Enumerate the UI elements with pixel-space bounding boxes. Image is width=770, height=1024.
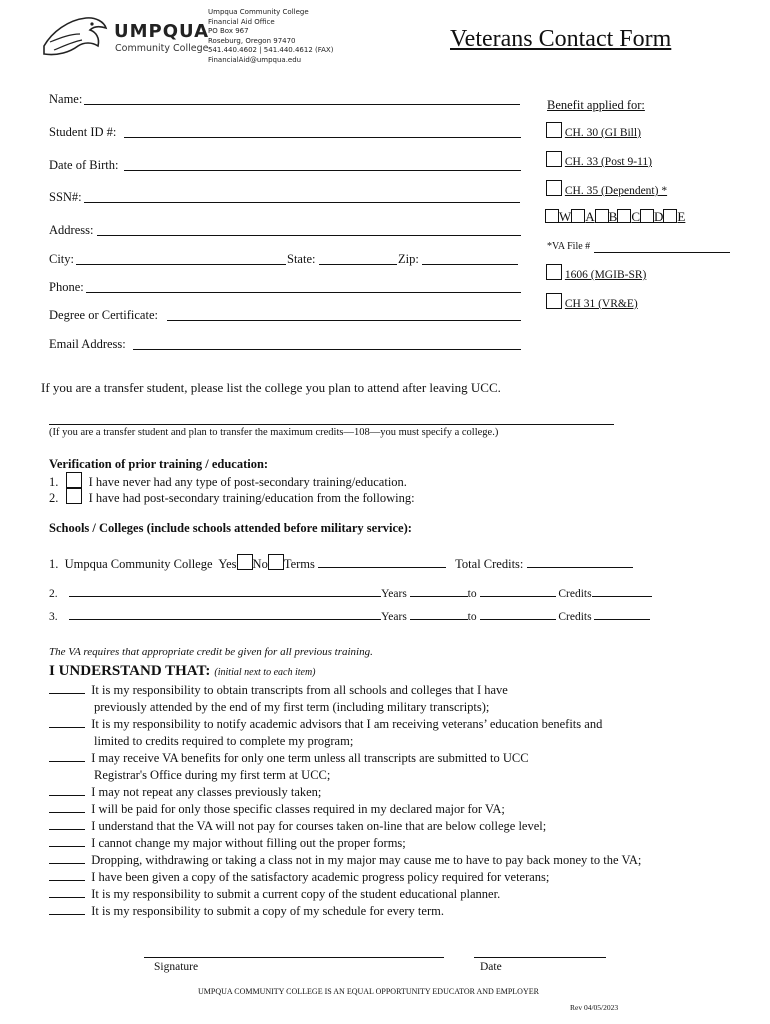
transfer-note: (If you are a transfer student and plan to transfer the maximum credits—108—you must specify a college.) bbox=[49, 427, 499, 438]
ack-item bbox=[49, 904, 444, 919]
total-credits-field[interactable] bbox=[527, 557, 633, 568]
ack-item bbox=[49, 785, 321, 800]
ch33-checkbox[interactable] bbox=[546, 151, 562, 167]
email-label: Email Address: bbox=[49, 337, 126, 351]
letter-d-checkbox[interactable] bbox=[640, 209, 654, 223]
year-to-field[interactable] bbox=[480, 609, 556, 620]
ack-text: It is my responsibility to submit a copy of my schedule for every term. bbox=[91, 904, 444, 918]
never-trained-checkbox[interactable] bbox=[66, 472, 82, 488]
va-note: The VA requires that appropriate credit be given for all previous training. bbox=[49, 646, 373, 658]
ack-text: I understand that the VA will not pay for courses taken on-line that are below college level; bbox=[91, 819, 547, 833]
understand-heading-row bbox=[49, 662, 316, 680]
student-id-field[interactable] bbox=[124, 137, 521, 138]
row-number: 1. bbox=[49, 557, 59, 571]
year-from-field[interactable] bbox=[410, 586, 468, 597]
credits-field[interactable] bbox=[594, 609, 650, 620]
transfer-question: If you are a transfer student, please list the college you plan to attend after leaving UCC. bbox=[41, 380, 501, 395]
ch35-checkbox[interactable] bbox=[546, 180, 562, 196]
eagle-icon bbox=[40, 12, 110, 62]
address-line: PO Box 967 bbox=[208, 27, 249, 35]
city-label: City: bbox=[49, 252, 75, 266]
yes-label: Yes bbox=[218, 557, 237, 571]
never-trained-label: I have never had any type of post-secondary training/education. bbox=[88, 475, 407, 489]
va-file-field[interactable] bbox=[594, 252, 730, 253]
terms-label: Terms bbox=[283, 557, 315, 571]
va-file-label: *VA File # bbox=[547, 241, 591, 252]
school-row-2 bbox=[49, 586, 652, 600]
ack-text: Dropping, withdrawing or taking a class not in my major may cause me to have to pay back money to the VA; bbox=[91, 853, 642, 867]
state-field[interactable] bbox=[319, 264, 397, 265]
phone-label: Phone: bbox=[49, 280, 84, 294]
address-line: Financial Aid Office bbox=[208, 17, 275, 26]
verification-heading: Verification of prior training / education: bbox=[49, 457, 269, 471]
ch33-label: CH. 33 (Post 9-11) bbox=[564, 156, 652, 168]
letter-a: A bbox=[585, 209, 595, 224]
ack-text: I may receive VA benefits for only one term unless all transcripts are submitted to UCC bbox=[91, 751, 529, 765]
ack-item-continued bbox=[94, 734, 353, 749]
ack-text: limited to credits required to complete my program; bbox=[94, 734, 354, 748]
date-field[interactable] bbox=[474, 957, 606, 958]
ch35-label: CH. 35 (Dependent) * bbox=[564, 185, 668, 197]
initial-field[interactable] bbox=[49, 751, 85, 762]
ch30-option[interactable] bbox=[546, 122, 641, 139]
yes-checkbox[interactable] bbox=[237, 554, 253, 570]
ack-item bbox=[49, 717, 602, 732]
school-row-3 bbox=[49, 609, 650, 623]
prior-trained-label: I have had post-secondary training/education from the following: bbox=[88, 491, 415, 505]
address-line: FinancialAid@umpqua.edu bbox=[208, 55, 302, 64]
ack-text: previously attended by the end of my first term (including military transcripts); bbox=[94, 700, 490, 714]
ch30-label: CH. 30 (GI Bill) bbox=[564, 127, 641, 139]
office-address bbox=[208, 8, 333, 65]
prior-trained-checkbox[interactable] bbox=[66, 488, 82, 504]
ch35-option[interactable] bbox=[546, 180, 667, 197]
initial-field[interactable] bbox=[49, 683, 85, 694]
ack-item bbox=[49, 836, 406, 851]
form-title: Veterans Contact Form bbox=[450, 26, 672, 52]
zip-field[interactable] bbox=[422, 264, 518, 265]
name-field[interactable] bbox=[84, 104, 520, 105]
ack-text: I may not repeat any classes previously taken; bbox=[91, 785, 322, 799]
city-field[interactable] bbox=[76, 264, 286, 265]
mgib-label: 1606 (MGIB-SR) bbox=[564, 269, 647, 281]
credits-field[interactable] bbox=[592, 586, 652, 597]
no-label: No bbox=[252, 557, 268, 571]
eeo-statement: UMPQUA COMMUNITY COLLEGE IS AN EQUAL OPPORTUNITY EDUCATOR AND EMPLOYER bbox=[198, 987, 539, 996]
state-label: State: bbox=[287, 252, 316, 266]
address-field[interactable] bbox=[97, 235, 521, 236]
initial-field[interactable] bbox=[49, 802, 85, 813]
initial-field[interactable] bbox=[49, 887, 85, 898]
initial-field[interactable] bbox=[49, 819, 85, 830]
verification-item-2[interactable] bbox=[49, 488, 415, 506]
ack-item bbox=[49, 853, 641, 868]
ssn-label: SSN#: bbox=[49, 190, 82, 204]
email-field[interactable] bbox=[133, 349, 521, 350]
initial-field[interactable] bbox=[49, 836, 85, 847]
ack-item bbox=[49, 819, 546, 834]
ack-item bbox=[49, 887, 500, 902]
benefit-heading: Benefit applied for: bbox=[547, 98, 645, 112]
ack-item-continued bbox=[94, 768, 330, 783]
mgib-checkbox[interactable] bbox=[546, 264, 562, 280]
to-label: to bbox=[467, 588, 477, 600]
initial-field[interactable] bbox=[49, 717, 85, 728]
ack-text: I have been given a copy of the satisfactory academic progress policy required for veterans; bbox=[91, 870, 550, 884]
date-label: Date bbox=[480, 961, 502, 973]
letter-a-checkbox[interactable] bbox=[571, 209, 585, 223]
student-id-label: Student ID #: bbox=[49, 125, 117, 139]
year-from-field[interactable] bbox=[410, 609, 468, 620]
signature-field[interactable] bbox=[144, 957, 444, 958]
ack-text: It is my responsibility to submit a current copy of the student educational planner. bbox=[91, 887, 501, 901]
address-line: Umpqua Community College bbox=[208, 8, 309, 16]
school-name-field[interactable] bbox=[69, 586, 381, 597]
item-number: 1. bbox=[49, 475, 59, 489]
degree-field[interactable] bbox=[167, 320, 521, 321]
letter-c: C bbox=[631, 209, 641, 224]
school-row-1 bbox=[49, 554, 633, 572]
ack-text: I cannot change my major without filling out the proper forms; bbox=[91, 836, 406, 850]
ack-text: I will be paid for only those specific classes required in my declared major for VA; bbox=[91, 802, 505, 816]
understand-heading: I UNDERSTAND THAT: bbox=[49, 663, 211, 679]
item-number: 2. bbox=[49, 491, 59, 505]
to-label: to bbox=[467, 611, 477, 623]
letter-w-checkbox[interactable] bbox=[545, 209, 559, 223]
row-number: 3. bbox=[49, 611, 58, 623]
ack-text: Registrar's Office during my first term at UCC; bbox=[94, 768, 331, 782]
letter-e: E bbox=[677, 209, 686, 224]
ch31-checkbox[interactable] bbox=[546, 293, 562, 309]
transfer-college-field[interactable] bbox=[49, 424, 614, 425]
credits-label: Credits bbox=[558, 588, 592, 600]
initial-field[interactable] bbox=[49, 904, 85, 915]
address-line: Roseburg, Oregon 97470 bbox=[208, 36, 296, 45]
letter-d: D bbox=[654, 209, 664, 224]
letter-b: B bbox=[608, 209, 618, 224]
row-number: 2. bbox=[49, 588, 58, 600]
ack-text: It is my responsibility to obtain transcripts from all schools and colleges that I have bbox=[91, 683, 508, 697]
address-label: Address: bbox=[49, 223, 94, 237]
dob-field[interactable] bbox=[124, 170, 521, 171]
years-label: Years bbox=[381, 588, 407, 600]
degree-label: Degree or Certificate: bbox=[49, 308, 158, 322]
initial-field[interactable] bbox=[49, 853, 85, 864]
zip-label: Zip: bbox=[398, 252, 419, 266]
phone-field[interactable] bbox=[86, 292, 521, 293]
letter-w: W bbox=[559, 209, 572, 224]
credits-label: Credits bbox=[558, 611, 592, 623]
ack-item-continued bbox=[94, 700, 489, 715]
name-label: Name: bbox=[49, 92, 83, 106]
no-checkbox[interactable] bbox=[268, 554, 284, 570]
year-to-field[interactable] bbox=[480, 586, 556, 597]
years-label: Years bbox=[381, 611, 407, 623]
revision-date: Rev 04/05/2023 bbox=[570, 1003, 619, 1012]
letter-c-checkbox[interactable] bbox=[617, 209, 631, 223]
ack-item bbox=[49, 802, 505, 817]
letter-e-checkbox[interactable] bbox=[663, 209, 677, 223]
logo-subtitle: Community College bbox=[115, 43, 209, 54]
schools-heading: Schools / Colleges (include schools attended before military service): bbox=[49, 521, 412, 535]
ch33-option[interactable] bbox=[546, 151, 652, 168]
ch30-checkbox[interactable] bbox=[546, 122, 562, 138]
mgib-option[interactable] bbox=[546, 264, 646, 281]
terms-field[interactable] bbox=[318, 557, 446, 568]
ch31-option[interactable] bbox=[546, 293, 638, 310]
signature-label: Signature bbox=[154, 961, 199, 973]
ch31-label: CH 31 (VR&E) bbox=[564, 298, 638, 310]
school-name-field[interactable] bbox=[69, 609, 381, 620]
understand-subheading: (initial next to each item) bbox=[214, 667, 316, 678]
initial-field[interactable] bbox=[49, 785, 85, 796]
initial-field[interactable] bbox=[49, 870, 85, 881]
ssn-field[interactable] bbox=[84, 202, 520, 203]
ch35-letters bbox=[545, 209, 685, 225]
school-name: Umpqua Community College bbox=[64, 557, 213, 571]
ack-item bbox=[49, 751, 529, 766]
college-logo bbox=[40, 12, 210, 64]
ack-item bbox=[49, 870, 549, 885]
logo-wordmark: UMPQUA bbox=[114, 21, 210, 42]
ack-text: It is my responsibility to notify academic advisors that I am receiving veterans’ education benefits and bbox=[91, 717, 603, 731]
dob-label: Date of Birth: bbox=[49, 158, 119, 172]
ack-item bbox=[49, 683, 508, 698]
address-line: 541.440.4602 | 541.440.4612 (FAX) bbox=[208, 46, 334, 54]
letter-b-checkbox[interactable] bbox=[595, 209, 609, 223]
total-credits-label: Total Credits: bbox=[455, 557, 524, 571]
